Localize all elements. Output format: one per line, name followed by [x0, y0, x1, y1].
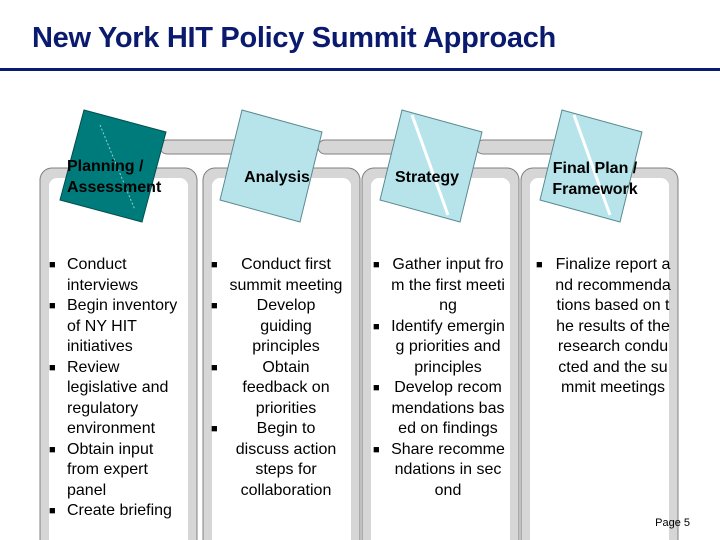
square-bullet-icon: ■ — [49, 300, 56, 312]
phase-bullets-analysis — [211, 255, 343, 501]
square-bullet-icon: ■ — [536, 259, 543, 271]
list-item: ■ Obtain feedback on priorities — [211, 358, 330, 417]
square-bullet-icon: ■ — [211, 361, 218, 374]
square-bullet-icon: ■ — [49, 443, 56, 456]
square-bullet-icon: ■ — [373, 320, 380, 333]
square-bullet-icon: ■ — [373, 259, 380, 271]
phase-heading-analysis: Analysis — [244, 169, 310, 186]
phase-bullets-final-plan — [536, 255, 672, 399]
square-bullet-icon: ■ — [211, 259, 218, 271]
phase-heading-strategy: Strategy — [394, 169, 460, 186]
square-bullet-icon: ■ — [49, 505, 56, 517]
phase-heading-planning: Planning / Assessment — [67, 158, 162, 196]
list-item: ■ Identify emerging priorities and principles — [373, 317, 505, 376]
list-item: ■ Conduct interviews — [49, 256, 139, 294]
square-bullet-icon: ■ — [211, 423, 218, 435]
list-item: ■ Begin inventory of NY HIT initiatives — [49, 297, 178, 355]
list-item: ■ Share recommendations in second — [373, 440, 505, 499]
list-item: ■ Develop recommendations based on findings — [373, 379, 505, 437]
list-item: ■ Begin to discuss action steps for collaboration — [211, 420, 337, 499]
list-item: ■ Gather input from the first meeting — [373, 256, 505, 314]
square-bullet-icon: ■ — [373, 443, 380, 456]
list-item: ■ Create briefing — [49, 501, 187, 522]
square-bullet-icon: ■ — [211, 300, 218, 312]
phase-bullets-strategy — [373, 255, 505, 501]
list-item: ■ Review legislative and regulatory environment — [49, 358, 169, 437]
list-item: ■ Obtain input from expert panel — [49, 440, 154, 499]
square-bullet-icon: ■ — [49, 361, 56, 374]
square-bullet-icon: ■ — [373, 382, 380, 394]
list-item: ■ Develop guiding principles — [211, 297, 320, 355]
slide-title: New York HIT Policy Summit Approach — [32, 22, 556, 54]
list-item: ■ Finalize report and recommendations based on the results of the research conducted and the summit meetings — [536, 256, 671, 396]
square-bullet-icon: ■ — [49, 259, 56, 271]
page-number: Page 5 — [655, 517, 690, 529]
phase-heading-final-plan: Final Plan / Framework — [552, 160, 638, 198]
list-item: ■ Conduct first summit meeting — [211, 256, 343, 294]
phase-bullets-planning — [49, 255, 187, 522]
